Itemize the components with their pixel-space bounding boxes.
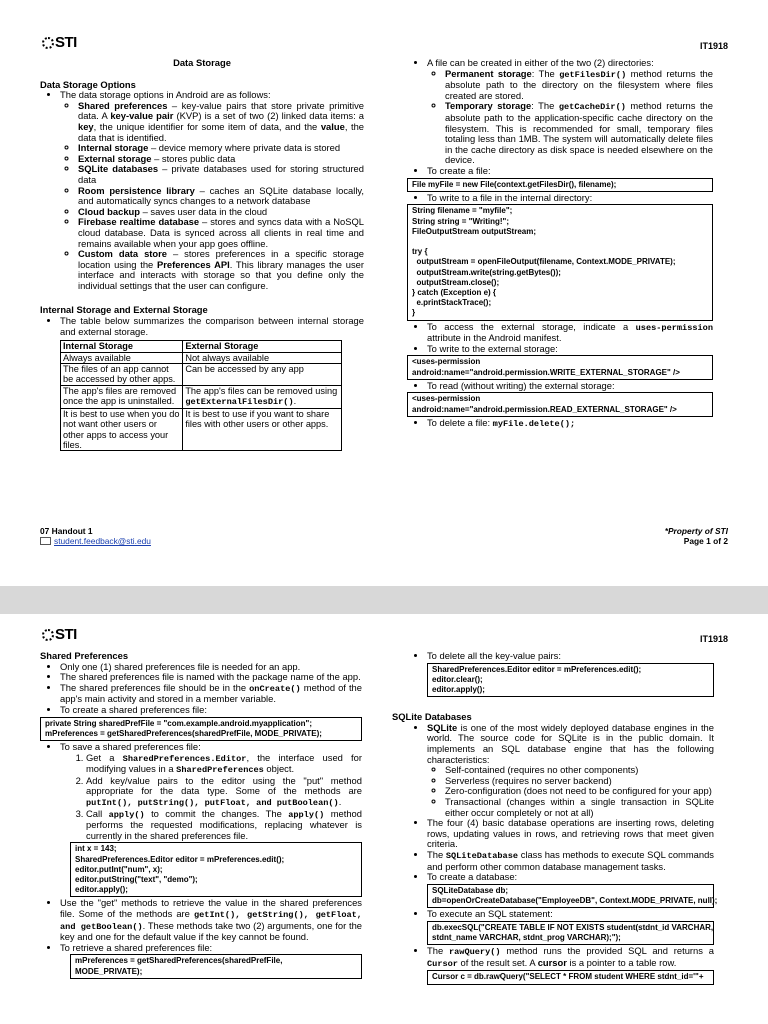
table-header-cell: Internal Storage bbox=[61, 341, 183, 352]
list-item: • To create a file: bbox=[427, 166, 713, 177]
list-item: ◦ Zero-configuration (does not need to be configured for your app) bbox=[445, 786, 714, 797]
table-cell: The files of an app cannot be accessed by other apps. bbox=[61, 364, 183, 386]
list-item: • To retrieve a shared preferences file: bbox=[60, 943, 362, 954]
list-item: ◦ Shared preferences – key-value pairs that store private primitive data. A key-value pair (KVP) is a set of two (2) linked data items: a key, the unique identifier for some item of data, and the value, the data that is identified. bbox=[78, 101, 364, 143]
table-cell: Not always available bbox=[183, 352, 342, 363]
storage-comparison-table bbox=[60, 340, 342, 451]
list-item: • To create a shared preferences file: bbox=[60, 705, 362, 716]
list-item: • SQLite is one of the most widely deployed database engines in the world. The source code for SQLite is in the public domain. It implements an SQL database engine that has the following characteristics: ◦ Self-contained (requires no other components) ◦ Serverless (requires no server backend) ◦ Zero-configuration (does not need to be configured for your app) ◦ Transactional (changes within a single transaction in SQLite either occur completely or not at all) bbox=[427, 723, 714, 818]
list-item: ◦ Transactional (changes within a single transaction in SQLite either occur completely or not at all) bbox=[445, 797, 714, 818]
code-block-retrieve-prefs: mPreferences = getSharedPreferences(sharedPrefFile, MODE_PRIVATE); bbox=[70, 954, 362, 978]
page2-left-column bbox=[40, 651, 362, 980]
list-item: ◦ Permanent storage: The getFilesDir() method returns the absolute path to the directory on the filesystem where files created are stored. bbox=[445, 69, 713, 102]
feedback-email-link[interactable]: student.feedback@sti.edu bbox=[54, 536, 151, 546]
table-header-row bbox=[61, 341, 342, 352]
storage-compare-list bbox=[40, 316, 364, 451]
list-item: ◦ Room persistence library – caches an SQLite database locally, and automatically syncs changes to a network database bbox=[78, 186, 364, 207]
list-item: ◦ Serverless (requires no server backend) bbox=[445, 776, 714, 787]
list-item: • The four (4) basic database operations are inserting rows, deleting rows, updating values in rows, and retrieving rows that meet given criteria. bbox=[427, 818, 714, 850]
list-item: • Use the "get" methods to retrieve the value in the shared preferences file. Some of the methods are getInt(), getString(), getFloat, and getBoolean(). These methods take two (2) arguments, one for the key and one for the default value if the key cannot be found. bbox=[60, 898, 362, 942]
table-cell: It is best to use when you do not want other users or other apps to access your files. bbox=[61, 408, 183, 451]
page1-left-column bbox=[40, 58, 364, 451]
list-item: • To write to the external storage: bbox=[427, 344, 713, 355]
list-item: • To delete a file: myFile.delete(); bbox=[427, 418, 713, 430]
document-code: IT1918 bbox=[699, 634, 728, 644]
envelope-icon bbox=[40, 537, 51, 545]
code-block-delete-prefs: SharedPreferences.Editor editor = mPreferences.edit(); editor.clear(); editor.apply(); bbox=[427, 663, 714, 698]
list-item: ◦ Self-contained (requires no other components) bbox=[445, 765, 714, 776]
list-item: • To execute an SQL statement: bbox=[427, 909, 714, 920]
list-item: • The shared preferences file should be in the onCreate() method of the app's main activity and stored in a member variable. bbox=[60, 683, 362, 705]
table-row bbox=[61, 385, 342, 408]
table-cell: The app's files are removed once the app is uninstalled. bbox=[61, 385, 183, 408]
sti-logo: STI bbox=[42, 626, 77, 643]
list-item: ◦ Firebase realtime database – stores and syncs data with a NoSQL cloud database. Data is synced across all clients in real time and remains available when your app goes offline. bbox=[78, 217, 364, 249]
page-2 bbox=[0, 614, 768, 1024]
list-item: • To access the external storage, indicate a uses-permission attribute in the Android manifest. bbox=[427, 322, 713, 344]
table-cell: Always available bbox=[61, 352, 183, 363]
sti-logo: STI bbox=[42, 34, 77, 51]
page-title: Data Storage bbox=[173, 57, 231, 68]
list-item: ◦ SQLite databases – private databases used for storing structured data bbox=[78, 164, 364, 185]
table-cell: It is best to use if you want to share files with other users or other apps. bbox=[183, 408, 342, 451]
list-item: • The table below summarizes the comparison between internal storage and external storage. Internal Storage External Storage Always available Not always available The files of an app cannot be accessed by other apps. Can be accessed by any app The app's files are removed once the app is uninstalled. The app's files can be removed using getExternalFilesDir(). It is best to use when you do not want other users or other apps to access your files. It is best to use if you want to share files with other users or other apps. bbox=[60, 316, 364, 451]
page-footer-left bbox=[40, 526, 151, 546]
list-item: • The SQLiteDatabase class has methods to execute SQL commands and perform other common database management tasks. bbox=[427, 850, 714, 872]
list-item: 1. Get a SharedPreferences.Editor, the interface used for modifying values in a SharedPreferences object. bbox=[86, 753, 362, 776]
list-item: • A file can be created in either of the two (2) directories: ◦ Permanent storage: The getFilesDir() method returns the absolute path to the directory on the filesystem where files created are stored. ◦ Temporary storage: The getCacheDir() method returns the absolute path to the application-specific cache directory on the filesystem. This is recommended for small, temporary files totaling less than 1MB. The system will automatically delete files in the cache directory as disk space is needed elsewhere on the device. bbox=[427, 58, 713, 166]
list-item: ◦ External storage – stores public data bbox=[78, 154, 364, 165]
code-block-create-file: File myFile = new File(context.getFilesDir(), filename); bbox=[407, 178, 713, 192]
list-item: • To create a database: bbox=[427, 872, 714, 883]
code-block-exec-sql: db.execSQL("CREATE TABLE IF NOT EXISTS student(stdnt_id VARCHAR, stdnt_name VARCHAR, stdnt_prog VARCHAR);"); bbox=[427, 921, 714, 945]
page2-right-column bbox=[392, 650, 718, 986]
data-storage-list bbox=[40, 90, 364, 291]
table-cell: Can be accessed by any app bbox=[183, 364, 342, 386]
section-heading-internal-external: Internal Storage and External Storage bbox=[40, 304, 208, 316]
code-block-create-db: SQLiteDatabase db; db=openOrCreateDatabase("EmployeeDB", Context.MODE_PRIVATE, null); bbox=[427, 884, 714, 908]
table-row bbox=[61, 408, 342, 451]
table-row bbox=[61, 352, 342, 363]
list-item: • To save a shared preferences file: 1. Get a SharedPreferences.Editor, the interface used for modifying values in a SharedPreferences object. 2. Add key/value pairs to the editor using the "put" method appropriate for the data type. Some of the methods are putInt(), putString(), putFloat, and putBoolean(). 3. Call apply() to commit the changes. The apply() method performs the requested modifications, replacing whatever is currently in the shared preferences file. bbox=[60, 742, 362, 841]
list-item: • The data storage options in Android are as follows: ◦ Shared preferences – key-value pairs that store private primitive data. A key-value pair (KVP) is a set of two (2) linked data items: a key, the unique identifier for some item of data, and the value, the data that is identified. ◦ Internal storage – device memory where private data is stored ◦ External storage – stores public data ◦ SQLite databases – private databases used for storing structured data ◦ Room persistence library – caches an SQLite database locally, and automatically syncs changes to a network database ◦ Cloud backup – saves user data in the cloud ◦ Firebase realtime database – stores and syncs data with a NoSQL cloud database. Data is synced across all clients in real time and remains available when your app goes offline. ◦ Custom data store – stores preferences in a specific storage location using the Preferences API. This library manages the user interface and interacts with storage so that you define only the individual settings that the user can configure. bbox=[60, 90, 364, 291]
page-number: Page 1 of 2 bbox=[683, 536, 728, 546]
table-header-cell: External Storage bbox=[183, 341, 342, 352]
property-label: *Property of STI bbox=[664, 526, 728, 536]
code-block-write-external: <uses-permission android:name="android.permission.WRITE_EXTERNAL_STORAGE" /> bbox=[407, 355, 713, 379]
handout-label: 07 Handout 1 bbox=[40, 526, 93, 536]
code-block-write-internal: String filename = "myfile"; String string = "Writing!"; FileOutputStream outputStream; try { outputStream = openFileOutput(filename, Context.MODE_PRIVATE); outputStream.write(string.getBytes()); outputStream.close(); } catch (Exception e) { e.printStackTrace(); } bbox=[407, 204, 713, 320]
list-item: • To read (without writing) the external storage: bbox=[427, 381, 713, 392]
table-row bbox=[61, 364, 342, 386]
list-item: • To write to a file in the internal directory: bbox=[427, 193, 713, 204]
list-item: 2. Add key/value pairs to the editor using the "put" method appropriate for the data type. Some of the methods are putInt(), putString(), putFloat, and putBoolean(). bbox=[86, 776, 362, 809]
code-block-create-prefs: private String sharedPrefFile = "com.example.android.myapplication"; mPreferences = getSharedPreferences(sharedPrefFile, MODE_PRIVATE); bbox=[40, 717, 362, 741]
list-item: ◦ Cloud backup – saves user data in the cloud bbox=[78, 207, 364, 218]
sti-gear-icon bbox=[42, 37, 54, 49]
sti-gear-icon bbox=[42, 629, 54, 641]
section-heading-shared-preferences: Shared Preferences bbox=[40, 650, 129, 661]
section-heading-data-storage-options: Data Storage Options bbox=[40, 78, 136, 90]
section-heading-sqlite: SQLite Databases bbox=[392, 711, 472, 723]
page-footer-right bbox=[665, 526, 728, 546]
list-item: • To delete all the key-value pairs: bbox=[427, 651, 714, 662]
document-code: IT1918 bbox=[699, 41, 728, 51]
list-item: • The shared preferences file is named with the package name of the app. bbox=[60, 672, 362, 683]
code-block-save-prefs: int x = 143; SharedPreferences.Editor editor = mPreferences.edit(); editor.putInt("num", x); editor.putString("text", "demo"); editor.apply(); bbox=[70, 842, 362, 897]
list-item: ◦ Temporary storage: The getCacheDir() method returns the absolute path to the application-specific cache directory on the filesystem. This is recommended for small, temporary files totaling less than 1MB. The system will automatically delete files in the cache directory as disk space is needed elsewhere on the device. bbox=[445, 101, 713, 166]
list-item: • The rawQuery() method runs the provided SQL and returns a Cursor of the result set. A cursor is a pointer to a table row. bbox=[427, 946, 714, 969]
list-item: 3. Call apply() to commit the changes. The apply() method performs the requested modifications, replacing whatever is currently in the shared preferences file. bbox=[86, 809, 362, 842]
table-cell: The app's files can be removed using getExternalFilesDir(). bbox=[183, 385, 342, 408]
list-item: ◦ Internal storage – device memory where private data is stored bbox=[78, 143, 364, 154]
page1-right-column bbox=[407, 58, 713, 429]
list-item: • Only one (1) shared preferences file is needed for an app. bbox=[60, 662, 362, 673]
code-block-read-external: <uses-permission android:name="android.permission.READ_EXTERNAL_STORAGE" /> bbox=[407, 392, 713, 416]
code-block-raw-query: Cursor c = db.rawQuery("SELECT * FROM student WHERE stdnt_id='"+ bbox=[427, 970, 714, 984]
list-item: ◦ Custom data store – stores preferences in a specific storage location using the Preferences API. This library manages the user interface and interacts with storage so that you define only the individual settings that the user can configure. bbox=[78, 249, 364, 291]
